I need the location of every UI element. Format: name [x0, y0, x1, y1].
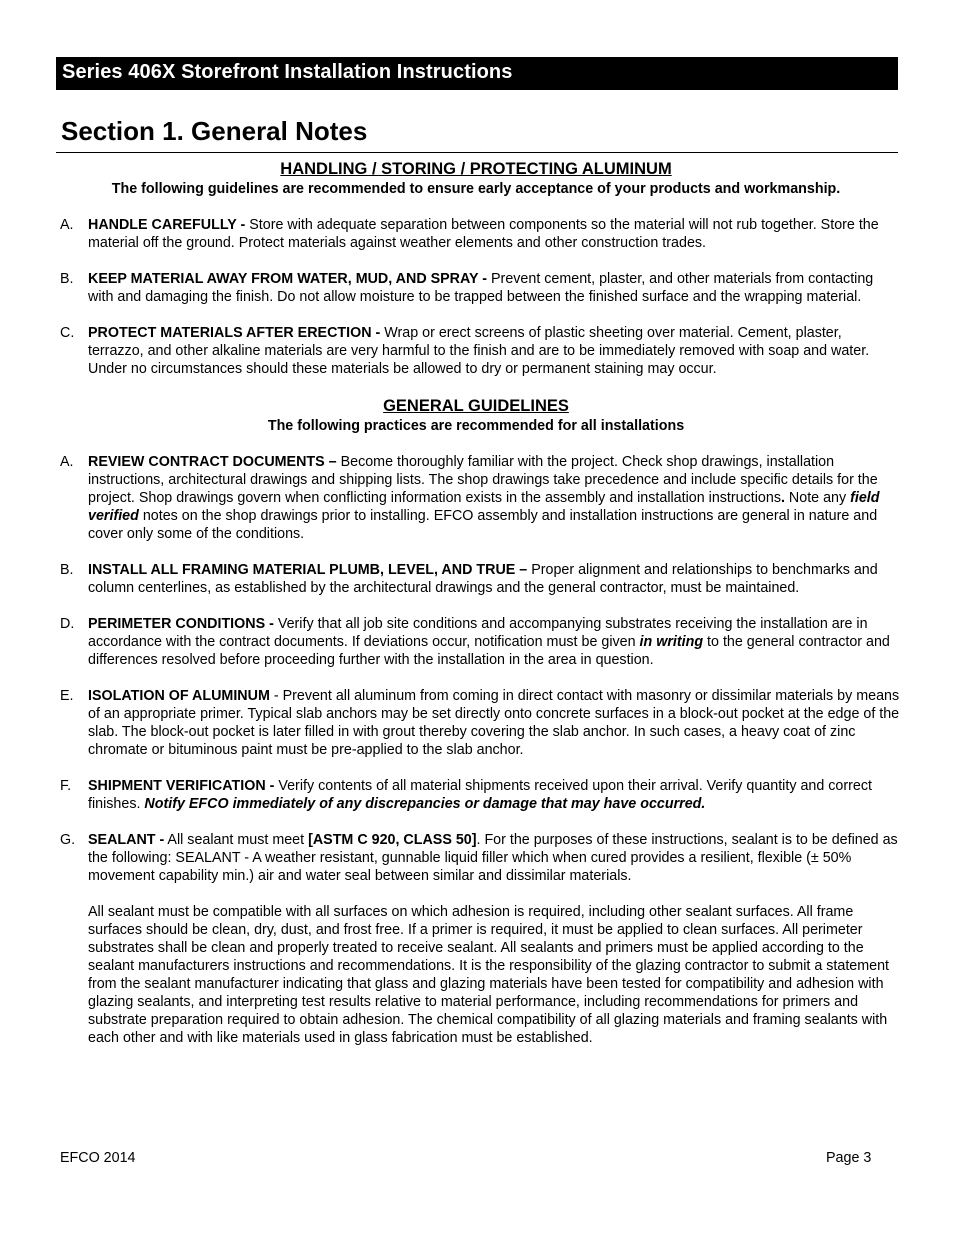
page-content — [60, 159, 900, 1065]
item-letter: E. — [60, 688, 74, 704]
item-title: HANDLE CAREFULLY - — [88, 217, 246, 233]
footer-page-number: Page 3 — [826, 1150, 872, 1166]
item-letter: A. — [60, 217, 74, 233]
item-text: Proper alignment and relationships to benchmarks and column centerlines, as established by the architectural drawings and the general contractor, must be maintained. — [88, 562, 878, 596]
item-title: ISOLATION OF ALUMINUM — [88, 688, 270, 704]
item-emphasis: in writing — [639, 634, 704, 650]
item-emphasis: Notify EFCO immediately of any discrepancies or damage that may have occurred. — [144, 796, 706, 812]
item-letter: C. — [60, 325, 75, 341]
item-text: All sealant must meet — [164, 832, 309, 848]
handling-subheading: The following guidelines are recommended to ensure early acceptance of your products and workmanship. — [111, 181, 841, 197]
list-item — [60, 324, 900, 378]
item-text: Prevent cement, plaster, and other materials from contacting with and damaging the finish. Do not allow moisture to be trapped between the finished surface and the wrapping material. — [88, 271, 874, 305]
item-letter: G. — [60, 832, 76, 848]
item-title: PERIMETER CONDITIONS - — [88, 616, 274, 632]
item-text: Verify contents of all material shipments received upon their arrival. Verify quantity and correct finishes. — [88, 778, 872, 812]
section-title: Section 1. General Notes — [61, 116, 368, 146]
general-subheading: The following practices are recommended for all installations — [267, 418, 685, 434]
item-letter: F. — [60, 778, 72, 794]
item-text: to the general contractor and differences resolved before proceeding further with the installation in the area in question. — [88, 634, 890, 668]
sealant-paragraph: All sealant must be compatible with all surfaces on which adhesion is required, including other sealant surfaces. All frame surfaces should be clean, dry, dust, and frost free. If a primer is required, it must be applied to clean surfaces. All perimeter substrates shall be clean and properly treated to receive sealant. All sealants and primers must be applied according to the sealant manufacturers instructions and recommendations. It is the responsibility of the glazing contractor to submit a statement from the sealant manufacturer indicating that glass and glazing materials have been tested for compatibility and adhesion with glazing sealants, and interpreting test results relative to material performance, including recommendations for primers and substrate preparation required to obtain adhesion. The chemical compatibility of all glazing materials and framing sealants with each other and with like materials used in glass fabrication must be established. — [88, 904, 890, 1046]
general-heading: GENERAL GUIDELINES — [383, 397, 569, 415]
footer-company: EFCO 2014 — [60, 1150, 136, 1166]
list-item — [60, 777, 900, 813]
item-emphasis: field verified — [88, 490, 880, 524]
list-item — [60, 831, 900, 1047]
list-item — [60, 561, 900, 597]
item-text: . For the purposes of these instructions, sealant is to be defined as the following: SEALANT - A weather resistant, gunnable liquid filler which when cured provides a resilient, flexible (± 50% movement capability min.) air and water seal between similar and dissimilar materials. — [88, 832, 898, 884]
item-title: REVIEW CONTRACT DOCUMENTS – — [88, 454, 337, 470]
item-title: INSTALL ALL FRAMING MATERIAL PLUMB, LEVEL, AND TRUE – — [88, 562, 528, 578]
item-title: SHIPMENT VERIFICATION - — [88, 778, 275, 794]
item-text: notes on the shop drawings prior to installing. EFCO assembly and installation instructions are general in nature and cover only some of the conditions. — [88, 508, 878, 542]
list-item — [60, 216, 900, 252]
list-item — [60, 687, 900, 759]
item-text: Note any — [784, 490, 851, 506]
item-title: SEALANT - — [88, 832, 165, 848]
item-letter: B. — [60, 562, 74, 578]
sealant-standard: [ASTM C 920, CLASS 50] — [308, 832, 477, 848]
item-text: Store with adequate separation between components so the material will not rub together. Store the material off the ground. Protect materials against weather elements and other construction trades. — [88, 217, 879, 251]
item-text: Become thoroughly familiar with the project. Check shop drawings, installation instructions, architectural drawings and shipping lists. The shop drawings take precedence and include specific details for the project. Shop drawings govern when conflicting information exists in the assembly and installation instructions — [88, 454, 878, 506]
item-text: Wrap or erect screens of plastic sheeting over material. Cement, plaster, terrazzo, and other alkaline materials are very harmful to the finish and are to be immediately removed with soap and water. Under no circumstances should these materials be allowed to dry or permanent staining may occur. — [88, 325, 870, 377]
item-text: - Prevent all aluminum from coming in direct contact with masonry or dissimilar materials by means of an appropriate primer. Typical slab anchors may be set directly onto concrete surfaces in a block-out pocket at the edge of the slab. The block-out pocket is later filled in with grout thereby covering the slab anchor. In such cases, a heavy coat of zinc chromate or bituminous paint must be pre-applied to the slab anchor. — [88, 688, 900, 758]
handling-list — [60, 216, 900, 378]
handling-heading: HANDLING / STORING / PROTECTING ALUMINUM — [280, 160, 672, 178]
general-list — [60, 453, 900, 1047]
section-title-rule — [56, 152, 898, 153]
list-item — [60, 453, 900, 543]
item-letter: A. — [60, 454, 74, 470]
item-text: Verify that all job site conditions and accompanying substrates receiving the installation are in accordance with the contract documents. If deviations occur, notification must be given — [88, 616, 868, 650]
document-header-banner: Series 406X Storefront Installation Instructions — [56, 57, 898, 90]
item-text-bold: . — [780, 490, 785, 506]
item-letter: B. — [60, 271, 74, 287]
item-title: KEEP MATERIAL AWAY FROM WATER, MUD, AND SPRAY - — [88, 271, 488, 287]
item-letter: D. — [60, 616, 75, 632]
item-title: PROTECT MATERIALS AFTER ERECTION - — [88, 325, 381, 341]
list-item — [60, 270, 900, 306]
list-item — [60, 615, 900, 669]
